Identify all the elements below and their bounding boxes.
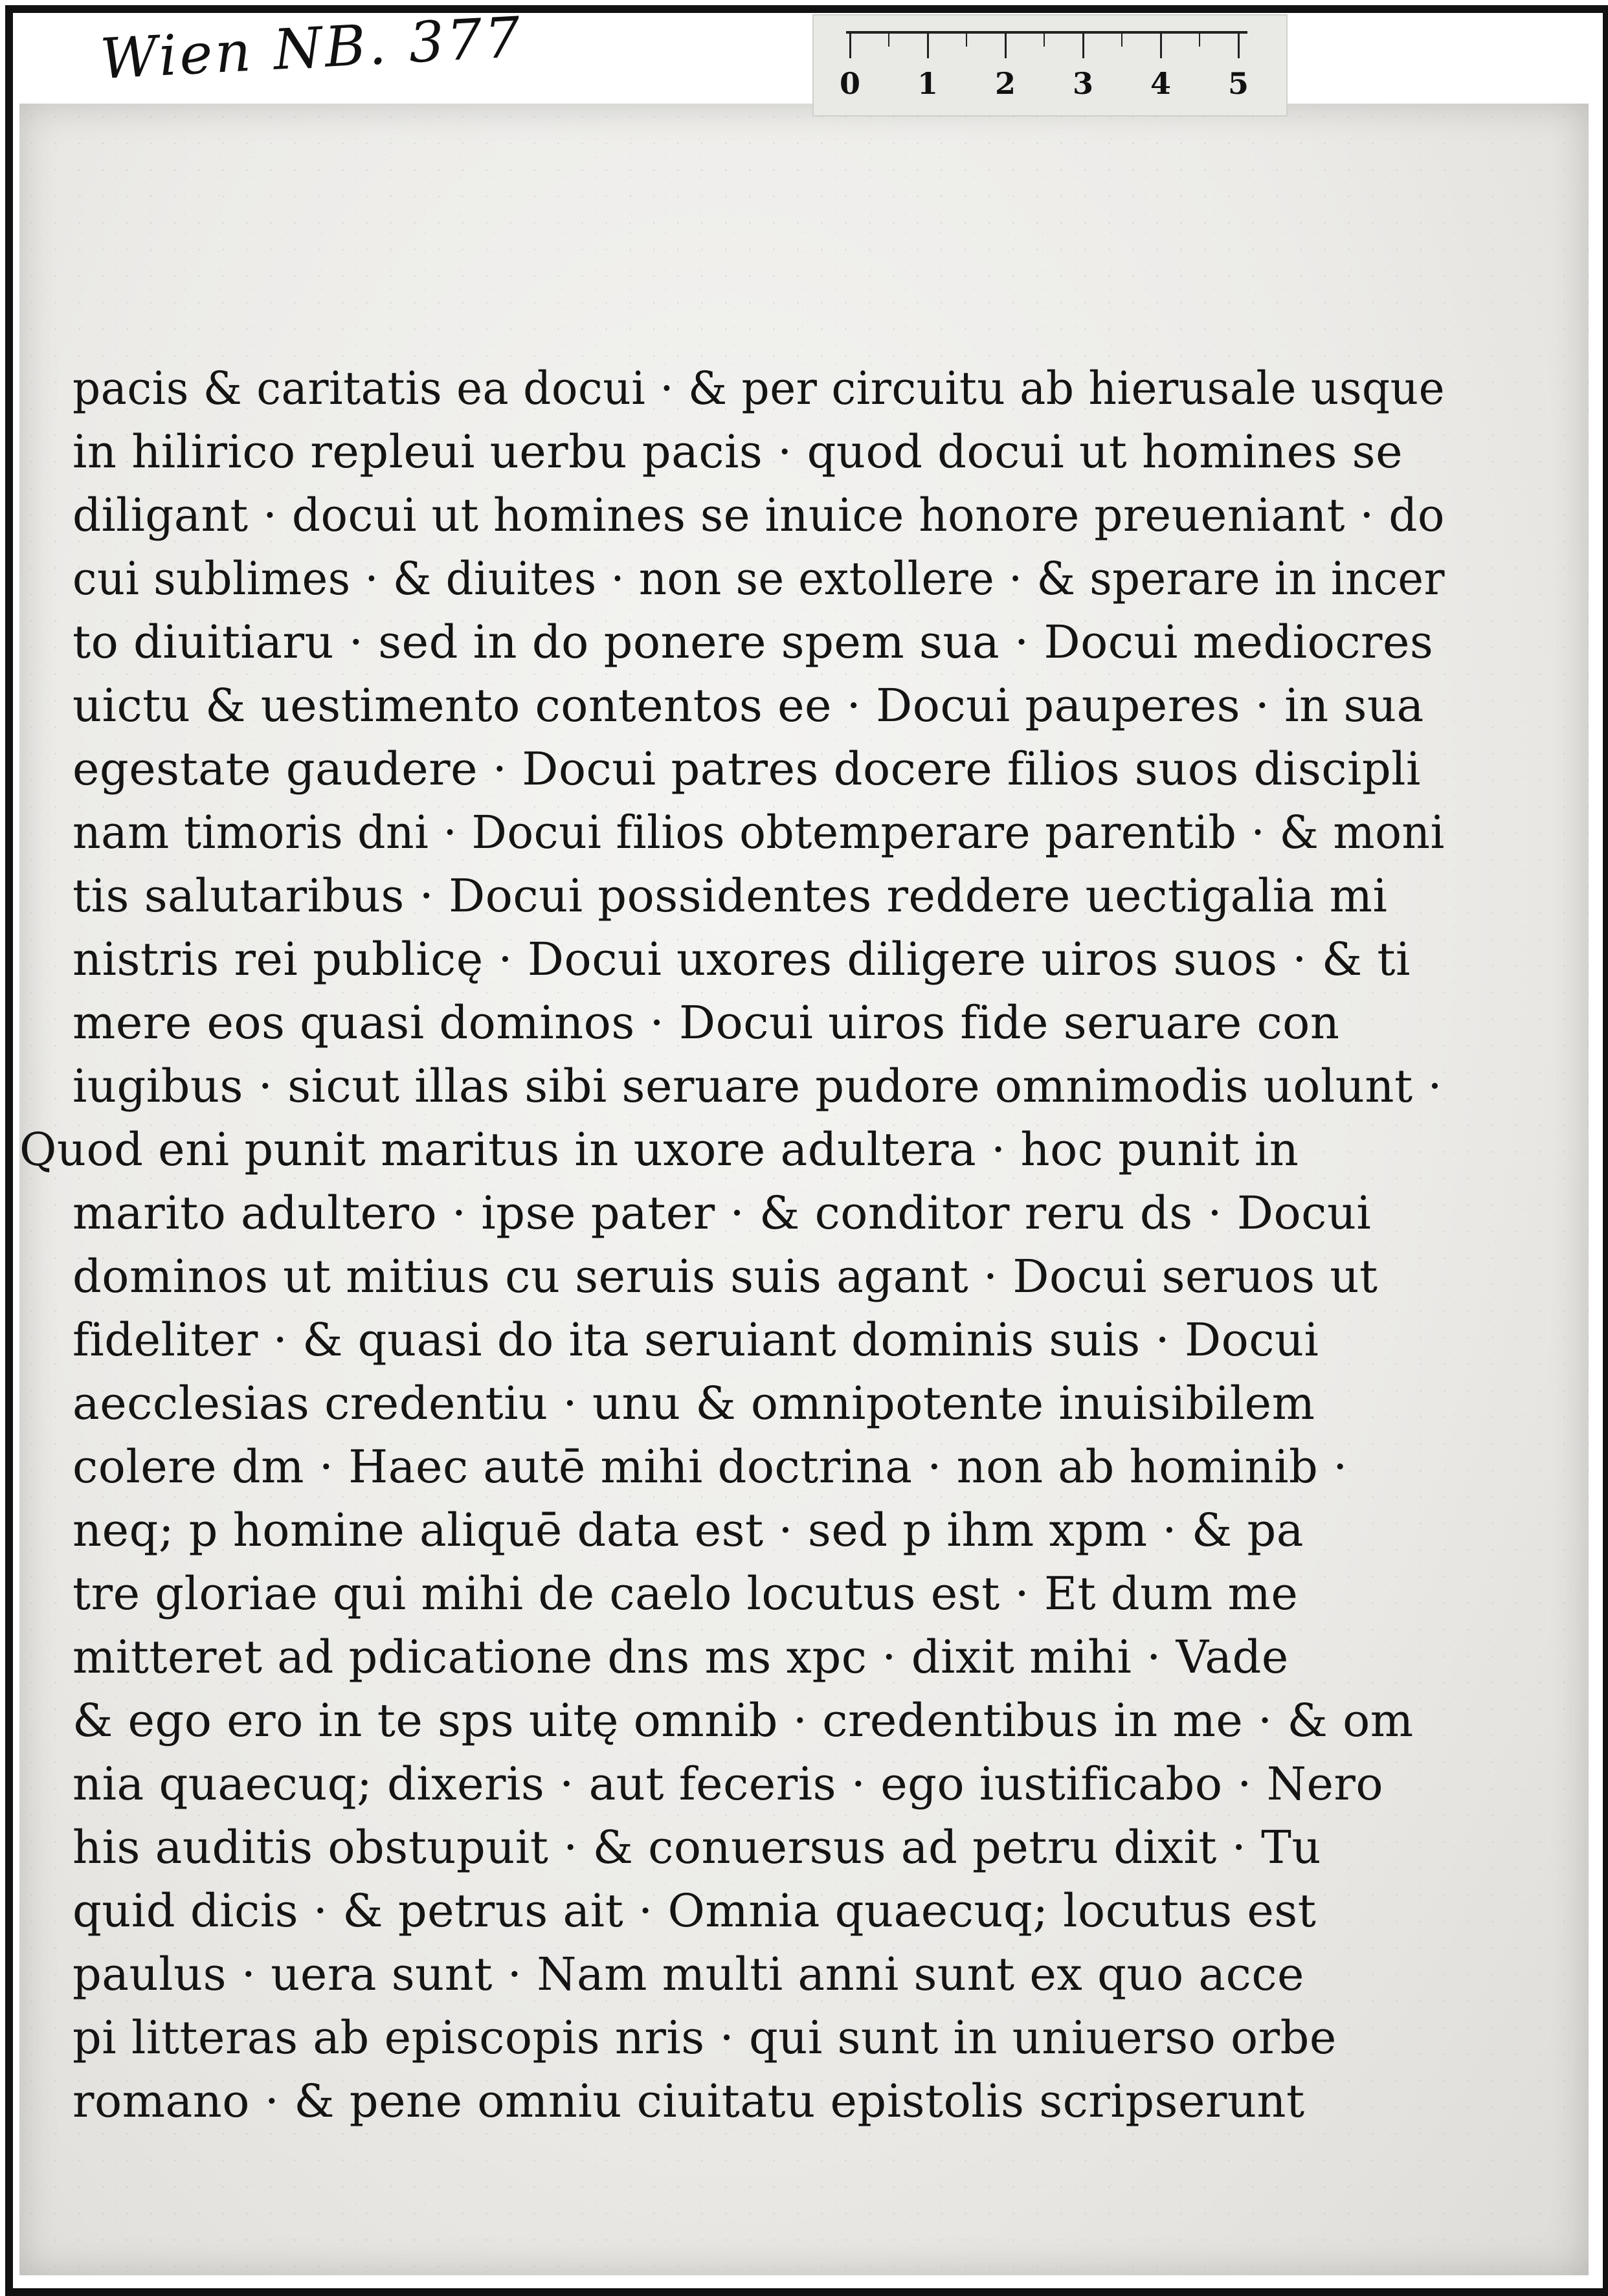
ruler-tick [1005,34,1007,58]
manuscript-line: quid dicis · & petrus ait · Omnia quaecuq; locutus est [73,1884,1317,1937]
ruler-tick [1121,34,1122,47]
ruler-tick [1238,34,1240,58]
ruler-label: 1 [917,66,938,101]
manuscript-line: aecclesias credentiu · unu & omnipotente inuisibilem [73,1377,1315,1430]
ruler-label: 0 [839,66,860,101]
manuscript-line: mere eos quasi dominos · Docui uiros fide seruare con [73,996,1340,1049]
manuscript-line: fideliter · & quasi do ita seruiant dominis suis · Docui [73,1313,1319,1366]
ruler-label: 3 [1072,66,1093,101]
manuscript-line: to diuitiaru · sed in do ponere spem sua · Docui mediocres [73,616,1434,669]
manuscript-line: neq; p homine aliquē data est · sed p ihm xpm · & pa [73,1504,1304,1557]
ruler-bar [846,31,1247,34]
manuscript-line: egestate gaudere · Docui patres docere filios suos discipli [73,742,1421,796]
ruler-tick [966,34,967,47]
manuscript-line: mitteret ad pdicatione dns ms xpc · dixit mihi · Vade [73,1631,1289,1684]
manuscript-line: Quod eni punit maritus in uxore adultera · hoc punit in [19,1123,1299,1176]
ruler-tick [849,34,851,58]
manuscript-line: paulus · uera sunt · Nam multi anni sunt ex quo acce [73,1948,1304,2001]
manuscript-line: his auditis obstupuit · & conuersus ad petru dixit · Tu [73,1821,1321,1874]
ruler-tick [927,34,929,58]
ruler-tick [888,34,889,47]
manuscript-line: & ego ero in te sps uitę omnib · credentibus in me · & om [73,1694,1414,1747]
manuscript-line: colere dm · Haec autē mihi doctrina · non ab hominib · [73,1440,1348,1493]
ruler-label: 4 [1150,66,1171,101]
manuscript-line: tre gloriae qui mihi de caelo locutus est · Et dum me [73,1567,1299,1620]
manuscript-line: nistris rei publicę · Docui uxores diligere uiros suos · & ti [73,933,1411,986]
ruler-tick [1160,34,1162,58]
manuscript-line: pacis & caritatis ea docui · & per circuitu ab hierusale usque [73,362,1445,415]
ruler-tick [1082,34,1084,58]
manuscript-line: nia quaecuq; dixeris · aut feceris · ego iustificabo · Nero [73,1757,1384,1811]
scale-ruler [812,14,1288,117]
manuscript-line: marito adultero · ipse pater · & conditor reru ds · Docui [73,1187,1372,1240]
manuscript-line: romano · & pene omniu ciuitatu epistolis scripserunt [73,2075,1305,2128]
manuscript-line: dominos ut mitius cu seruis suis agant · Docui seruos ut [73,1250,1378,1303]
manuscript-line: nam timoris dni · Docui filios obtemperare parentib · & moni [73,806,1445,859]
manuscript-line: tis salutaribus · Docui possidentes reddere uectigalia mi [73,869,1388,922]
manuscript-line: uictu & uestimento contentos ee · Docui pauperes · in sua [73,679,1424,732]
shelfmark-handwritten: Wien NB. 377 [98,5,525,92]
manuscript-line: iugibus · sicut illas sibi seruare pudore omnimodis uolunt · [73,1060,1443,1113]
ruler-tick [1199,34,1200,47]
manuscript-line: cui sublimes · & diuites · non se extollere · & sperare in incer [73,552,1445,605]
manuscript-line: in hilirico repleui uerbu pacis · quod docui ut homines se [73,425,1403,478]
ruler-label: 2 [994,66,1016,101]
manuscript-line: diligant · docui ut homines se inuice honore preueniant · do [73,489,1445,542]
manuscript-line: pi litteras ab episcopis nris · qui sunt in uniuerso orbe [73,2011,1337,2064]
ruler-label: 5 [1227,66,1249,101]
ruler-tick [1044,34,1045,47]
